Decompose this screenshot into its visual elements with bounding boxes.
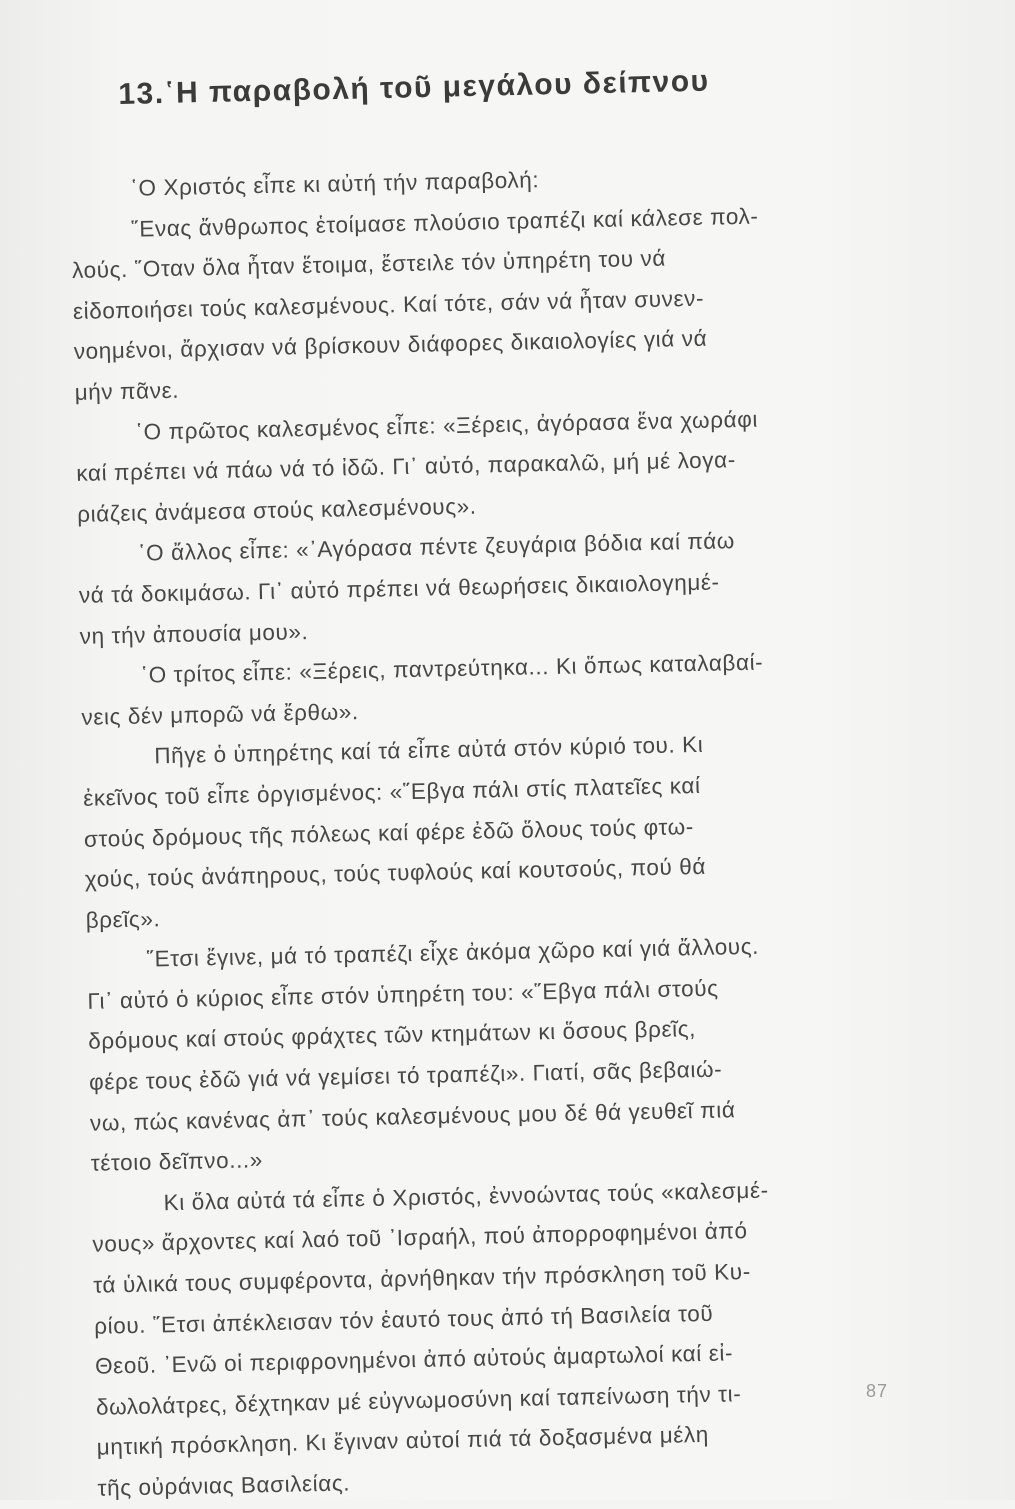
text-line: νεις δέν μπορῶ νά ἔρθω».	[81, 698, 359, 730]
page-number: 87	[866, 1381, 889, 1401]
text-line: μητική πρόσκληση. Κι ἔγιναν αὐτοί πιά τά δοξασμένα μέλη	[96, 1422, 710, 1461]
text-line: ῞Ενας ἄνθρωπος ἑτοίμασε πλούσιο τραπέζι καί κάλεσε πολ-	[130, 203, 759, 242]
text-line: Κι ὅλα αὐτά τά εἶπε ὁ Χριστός, ἐννοώντας τούς «καλεσμέ-	[163, 1177, 769, 1216]
text-line: Γι᾿ αὐτό ὁ κύριος εἶπε στόν ὑπηρέτη του: «῞Εβγα πάλι στούς	[87, 975, 719, 1014]
text-line: λούς. ῞Οταν ὅλα ἦταν ἕτοιμα, ἔστειλε τόν ὑπηρέτη του νά	[71, 245, 667, 284]
text-line: Πῆγε ὁ ὑπηρέτης καί τά εἶπε αὐτά στόν κύριό του. Κι	[154, 732, 704, 769]
text-line: ῾Ο τρίτος εἶπε: «Ξέρεις, παντρεύτηκα... Κι ὅπως καταλαβαί-	[140, 649, 764, 688]
text-line: νοημένοι, ἄρχισαν νά βρίσκουν διάφορες δικαιολογίες γιά νά	[73, 326, 708, 365]
text-line: τέτοιο δεῖπνο...»	[90, 1147, 264, 1177]
body-text	[70, 153, 918, 1509]
text-line: ρίου. ῞Ετσι ἀπέκλεισαν τόν ἑαυτό τους ἀπό τή Βασιλεία τοῦ	[93, 1300, 714, 1339]
text-line: ῾Ο Χριστός εἶπε κι αὐτή τήν παραβολή:	[130, 167, 540, 201]
text-line: μήν πᾶνε.	[74, 377, 180, 405]
text-line: στούς δρόμους τῆς πόλεως καί φέρε ἐδῶ ὅλους τούς φτω-	[83, 813, 695, 852]
text-line: καί πρέπει νά πάω νά τό ἰδῶ. Γι᾿ αὐτό, παρακαλῶ, μή μέ λογα-	[76, 447, 737, 487]
text-line: τά ὑλικά τους συμφέροντα, ἀρνήθηκαν τήν πρόσκληση τοῦ Κυ-	[93, 1259, 752, 1298]
text-line: βρεῖς».	[85, 905, 161, 933]
text-line: ριάζεις ἀνάμεσα στούς καλεσμένους».	[76, 493, 477, 527]
text-line: νη τήν ἀπουσία μου».	[79, 618, 309, 649]
text-line: νους» ἄρχοντες καί λαό τοῦ ᾿Ισραήλ, πού ἀπορροφημένοι ἀπό	[92, 1218, 748, 1258]
text-line: ἐκεῖνος τοῦ εἶπε ὀργισμένος: «῞Εβγα πάλι στίς πλατεῖες καί	[82, 772, 701, 811]
text-line: δωλολάτρες, δέχτηκαν μέ εὐγνωμοσύνη καί ταπείνωση τήν τι-	[95, 1381, 742, 1420]
text-line: Θεοῦ. ᾿Ενῶ οἱ περιφρονημένοι ἀπό αὐτούς ἁμαρτωλοί καί εἰ-	[94, 1340, 734, 1379]
chapter-heading: 13.῾Η παραβολή τοῦ μεγάλου δείπνου	[118, 64, 710, 111]
text-line: νά τά δοκιμάσω. Γι᾿ αὐτό πρέπει νά θεωρήσεις δικαιολογημέ-	[78, 569, 720, 608]
text-line: εἰδοποιήσει τούς καλεσμένους. Καί τότε, σάν νά ἦταν συνεν-	[72, 285, 705, 324]
text-line: ῾Ο ἄλλος εἶπε: «᾿Αγόρασα πέντε ζευγάρια βόδια καί πάω	[137, 528, 736, 567]
text-line: τῆς οὐράνιας Βασιλείας.	[97, 1470, 351, 1501]
text-line: χούς, τούς ἀνάπηρους, τούς τυφλούς καί κουτσούς, πού θά	[84, 853, 707, 892]
text-line: φέρε τους ἐδῶ γιά νά γεμίσει τό τραπέζι». Γιατί, σᾶς βεβαιώ-	[88, 1056, 723, 1095]
text-line: ῾Ο πρῶτος καλεσμένος εἶπε: «Ξέρεις, ἀγόρασα ἕνα χωράφι	[135, 406, 759, 445]
text-line: νω, πώς κανένας ἀπ᾿ τούς καλεσμένους μου δέ θά γευθεῖ πιά	[89, 1096, 736, 1136]
text-line: ῞Ετσι ἔγινε, μά τό τραπέζι εἶχε ἀκόμα χῶρο καί γιά ἄλλους.	[146, 934, 760, 972]
text-line: δρόμους καί στούς φράχτες τῶν κτημάτων κι ὅσους βρεῖς,	[87, 1016, 697, 1055]
